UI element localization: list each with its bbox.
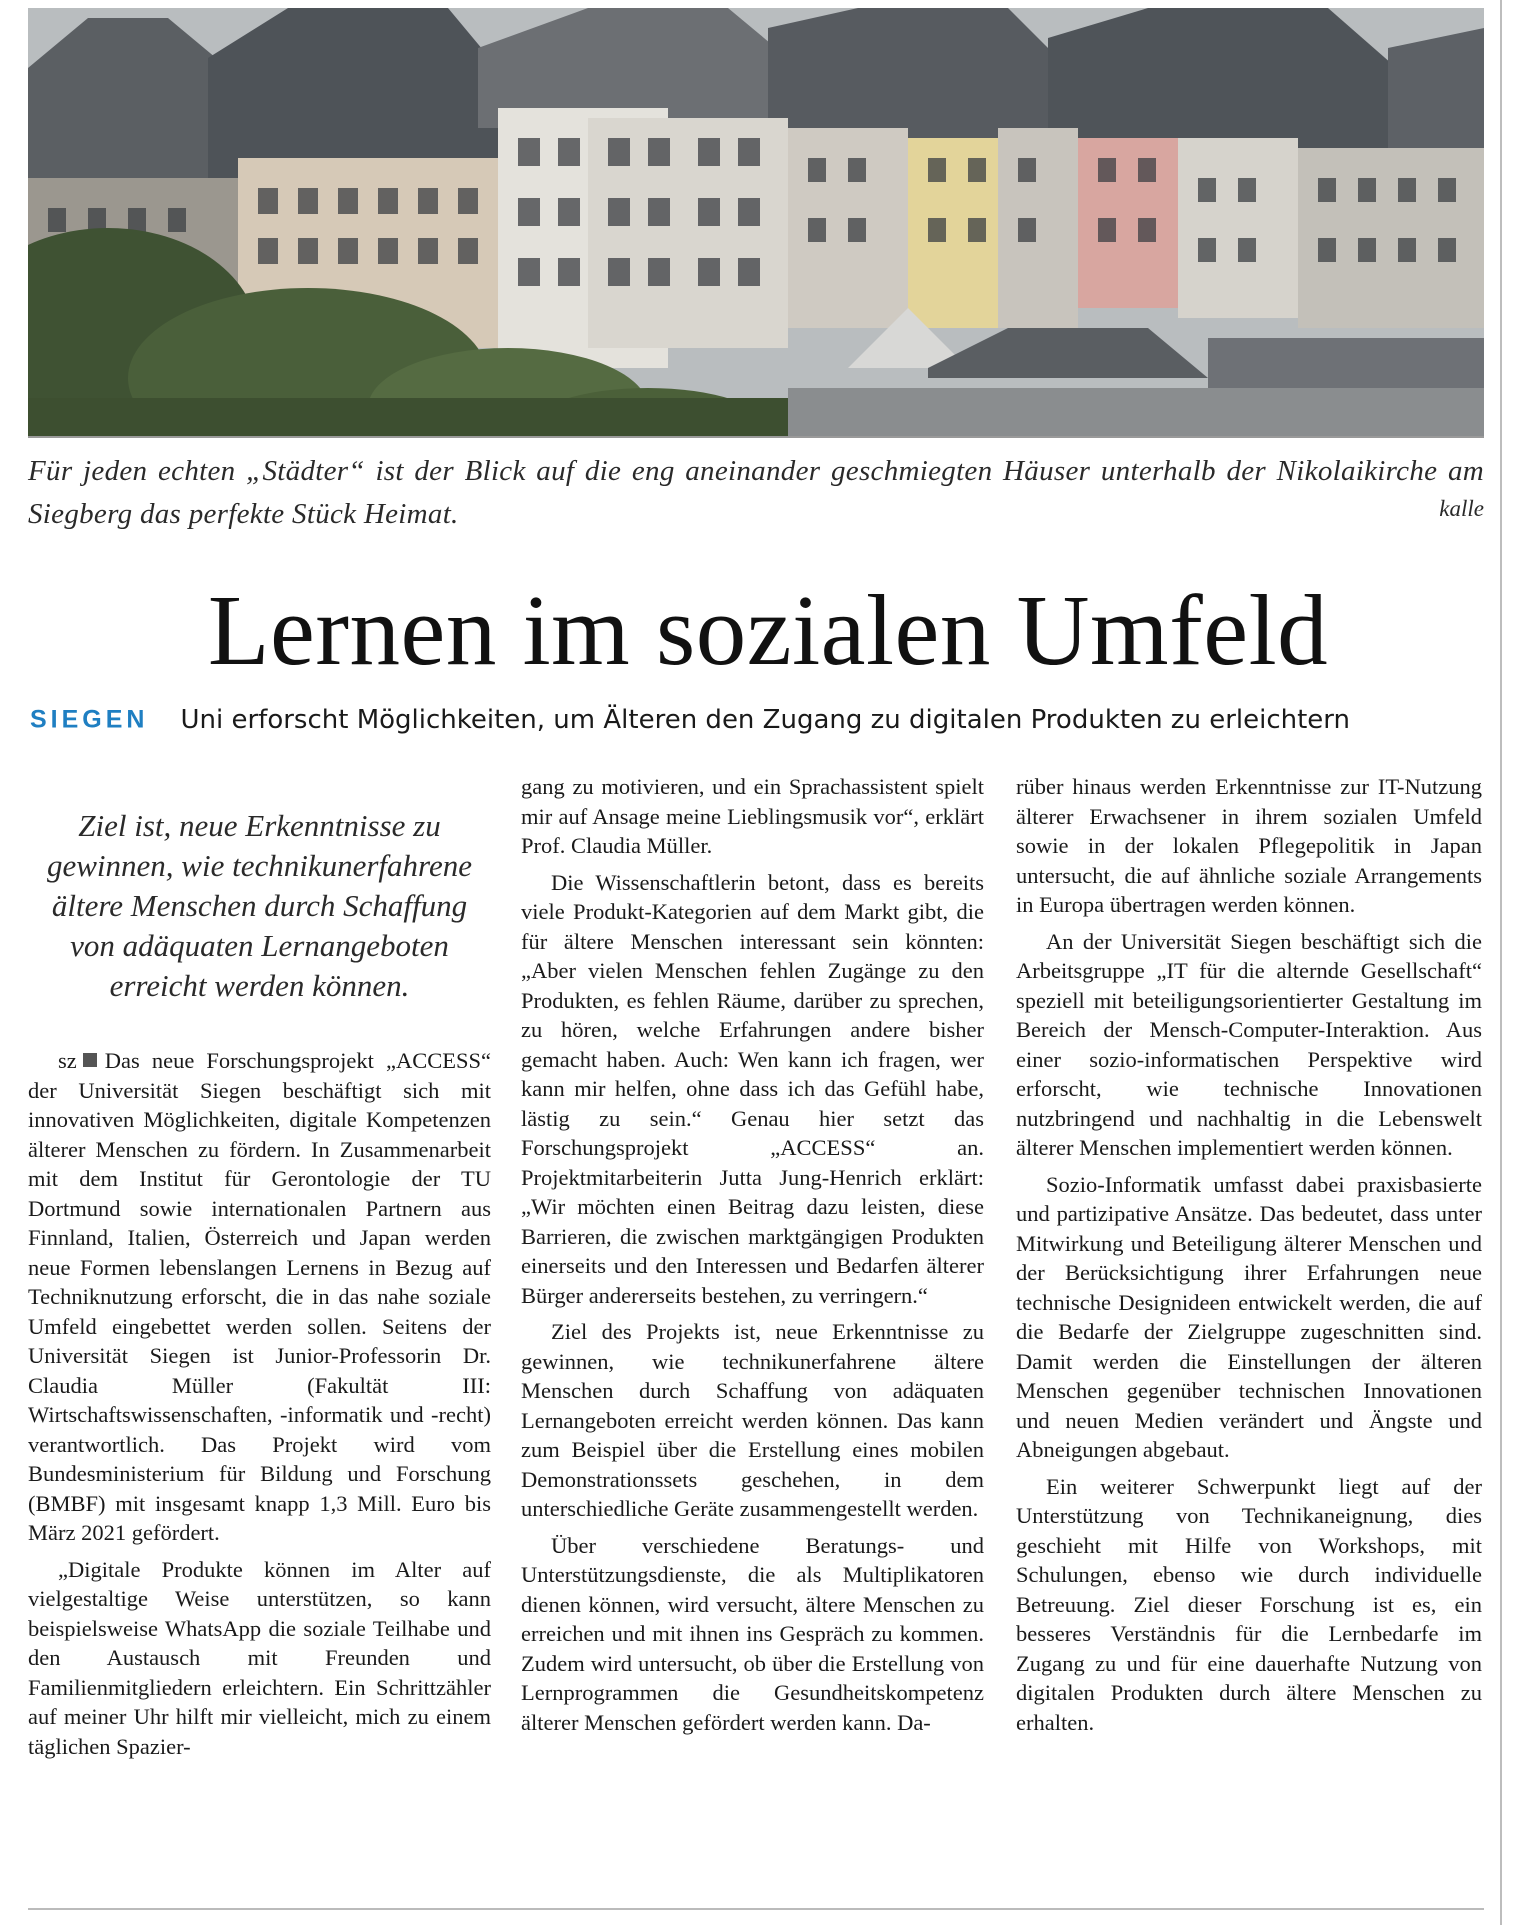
paragraph: Sozio-Informatik umfasst dabei praxisbasierte und partizipative Ansätze. Das bedeutet, dass unter Mitwirkung und Beteiligung älterer Menschen und der Berücksichtigung ihrer Erfahrungen neue technische Designideen entwickelt werden, die auf die Bedarfe der Zielgruppe zugeschnitten sind. Damit werden die Einstellungen der älteren Menschen gegenüber technischen Innovationen und neuen Medien verändert und Ängste und Abneigungen abgebaut. xyxy=(1016,1171,1482,1462)
bottom-rule xyxy=(28,1908,1484,1910)
paragraph xyxy=(28,1046,491,1548)
headline: Lernen im sozialen Umfeld xyxy=(207,574,1329,686)
pullquote: Ziel ist, neue Erkenntnisse zu gewinnen, wie technikunerfahrene ältere Menschen durch Schaffung von adäquaten Lernangeboten erreicht werden können. xyxy=(47,808,472,1003)
paragraph: An der Universität Siegen beschäftigt sich die Arbeitsgruppe „IT für die alternde Gesellschaft“ speziell mit beteiligungsorientierter Gestaltung im Bereich der Mensch-Computer-Interaktion. Aus einer sozio-informatischen Perspektive wird erforscht, wie technische Innovationen nutzbringend und nachhaltig in die Lebenswelt älterer Menschen implementiert werden können. xyxy=(1016,928,1482,1160)
deck: Uni erforscht Möglichkeiten, um Älteren den Zugang zu digitalen Produkten zu erleichtern xyxy=(180,705,1351,735)
paragraph: gang zu motivieren, und ein Sprachassistent spielt mir auf Ansage meine Lieblingsmusik vor“, erklärt Prof. Claudia Müller. xyxy=(521,774,984,858)
column-2 xyxy=(521,772,984,1744)
paragraph: rüber hinaus werden Erkenntnisse zur IT-Nutzung älterer Erwachsener in ihrem sozialen Umfeld sowie in der lokalen Pflegepolitik in Japan untersucht, die auf ähnliche soziale Arrangements in Europa übertragen werden können. xyxy=(1016,774,1482,917)
subline xyxy=(30,705,1490,745)
paragraph: Über verschiedene Beratungs- und Unterstützungsdienste, die als Multiplikatoren dienen können, wird versucht, ältere Menschen zu erreichen und mit ihnen ins Gespräch zu kommen. Zudem wird untersucht, ob über die Erstellung von Lernprogrammen die Gesundheitskompetenz älterer Menschen gefördert werden kann. Da- xyxy=(521,1532,984,1735)
dateline: SIEGEN xyxy=(30,705,149,734)
paragraph: Die Wissenschaftlerin betont, dass es bereits viele Produkt-Kategorien auf dem Markt gibt, die für ältere Menschen interessant sein könnten: „Aber vielen Menschen fehlen Zugänge zu den Produkten, es fehlen Räume, darüber zu sprechen, zu hören, welche Erfahrungen andere bisher gemacht haben. Auch: Wen kann ich fragen, wer kann mir helfen, ohne dass ich das Gefühl habe, lästig zu sein.“ Genau hier setzt das Forschungsprojekt „ACCESS“ an. Projektmitarbeiterin Jutta Jung-Henrich erklärt: „Wir möchten einen Beitrag dazu leisten, diese Barrieren, die zwischen marktgängigen Produkten einerseits und den Interessen und Bedarfen älterer Bürger andererseits bestehen, zu verringern.“ xyxy=(521,869,984,1308)
paragraph: Ein weiterer Schwerpunkt liegt auf der Unterstützung von Technikaneignung, dies geschieht mit Hilfe von Workshops, mit Schulungen, ebenso wie durch individuelle Betreuung. Ziel dieser Forschung ist es, ein besseres Verständnis für die Lernbedarfe im Zugang zu und für eine dauerhafte Nutzung von digitalen Produkten durch ältere Menschen zu erhalten. xyxy=(1016,1473,1482,1735)
paragraph: Ziel des Projekts ist, neue Erkenntnisse zu gewinnen, wie technikunerfahrene ältere Menschen durch Schaffung von adäquaten Lernangeboten erreicht werden können. Das kann zum Beispiel über die Erstellung eines mobilen Demonstrationssets geschehen, in dem unterschiedliche Geräte zusammengestellt werden. xyxy=(521,1319,984,1521)
author-initials: sz xyxy=(58,1048,77,1073)
paragraph: „Digitale Produkte können im Alter auf vielgestaltige Weise unterstützen, so kann beispielsweise WhatsApp die soziale Teilhabe und den Austausch mit Freunden und Familienmitgliedern erleichtern. Ein Schrittzähler auf meiner Uhr hilft mir vielleicht, mich zu einem täglichen Spazier- xyxy=(28,1556,491,1759)
photo-caption: Für jeden echten „Städter“ ist der Blick auf die eng aneinander geschmiegten Häuser unterhalb der Nikolaikirche am Siegberg das perfekte Stück Heimat. xyxy=(28,455,1484,530)
cityscape-photo xyxy=(28,8,1484,438)
column-1 xyxy=(28,770,491,1768)
page-edge xyxy=(1500,0,1502,1925)
column-3 xyxy=(1016,772,1482,1744)
photo-credit: kalle xyxy=(1439,496,1484,521)
square-bullet-icon xyxy=(83,1053,97,1067)
paragraph-text: Das neue Forschungsprojekt „ACCESS“ der Universität Siegen beschäftigt sich mit innovativen Möglichkeiten, digitale Kompetenzen älterer Menschen zu fördern. In Zusammenarbeit mit dem Institut für Gerontologie der TU Dortmund sowie internationalen Partnern aus Finnland, Italien, Österreich und Japan werden neue Formen lebenslangen Lernens in Bezug auf Techniknutzung erforscht, die in das nahe soziale Umfeld eingebettet werden sollen. Seitens der Universität Siegen ist Junior-Professorin Dr. Claudia Müller (Fakultät III: Wirtschaftswissenschaften, -informatik und -recht) verantwortlich. Das Projekt wird vom Bundesministerium für Bildung und Forschung (BMBF) mit insgesamt knapp 1,3 Mill. Euro bis März 2021 gefördert. xyxy=(28,1048,491,1545)
